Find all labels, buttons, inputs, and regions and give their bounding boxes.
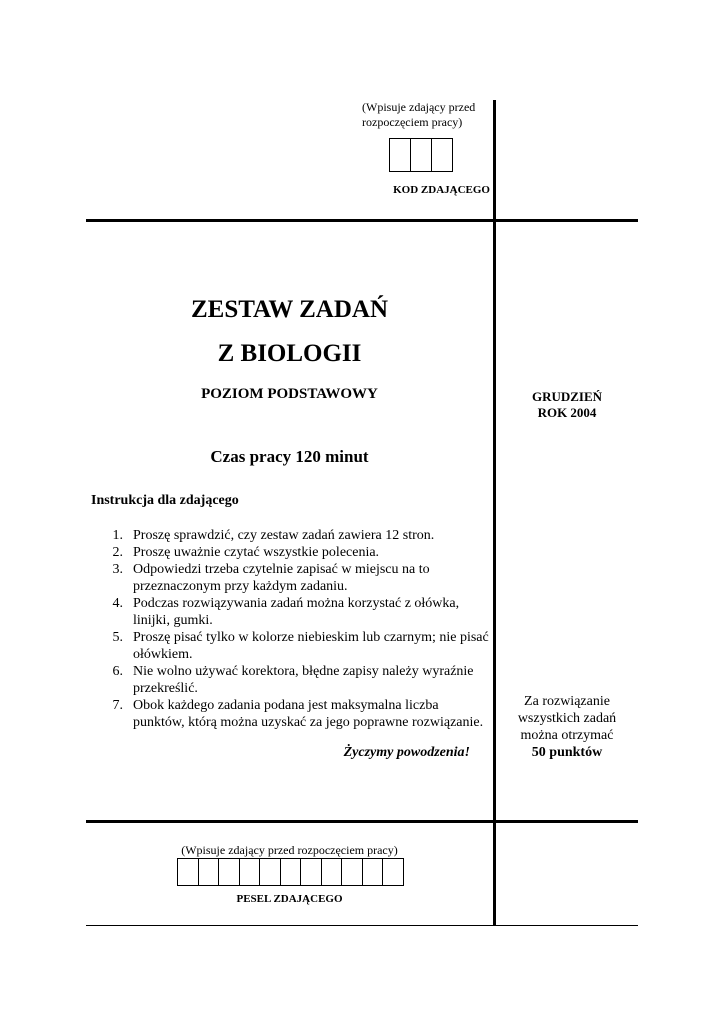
- item-number: 3.: [112, 562, 123, 577]
- list-item: [86, 663, 491, 697]
- item-text: Nie wolno używać korektora, błędne zapisy należy wyraźnie przekreślić.: [133, 664, 474, 696]
- item-number: 7.: [112, 698, 123, 713]
- date-line1: GRUDZIEŃ: [531, 389, 603, 404]
- instructions-list: [86, 527, 491, 731]
- points-info: [496, 693, 638, 761]
- points-total: 50 punktów: [531, 745, 603, 760]
- title-line2: Z BIOLOGII: [217, 340, 362, 367]
- points-line2: wszystkich zadań: [517, 711, 617, 726]
- points-line1: Za rozwiązanie: [524, 694, 610, 709]
- points-line3: można otrzymać: [520, 728, 614, 743]
- instructions-heading: Instrukcja dla zdającego: [91, 493, 239, 508]
- pesel-box[interactable]: [362, 859, 383, 885]
- pesel-label: PESEL ZDAJĄCEGO: [236, 893, 343, 905]
- end-divider: [86, 925, 638, 926]
- good-luck-wish: Życzymy powodzenia!: [343, 745, 470, 760]
- item-text: Obok każdego zadania podana jest maksymalna liczba punktów, którą można uzyskać za jego poprawne rozwiązanie.: [133, 698, 484, 730]
- list-item: [86, 544, 491, 561]
- item-text: Podczas rozwiązywania zadań można korzystać z ołówka, linijki, gumki.: [133, 596, 460, 628]
- time-limit: Czas pracy 120 minut: [210, 447, 369, 466]
- code-note-line1: (Wpisuje zdający przed: [362, 100, 476, 114]
- pesel-box[interactable]: [382, 859, 403, 885]
- code-box[interactable]: [390, 139, 410, 171]
- item-text: Proszę sprawdzić, czy zestaw zadań zawiera 12 stron.: [133, 528, 435, 543]
- code-label: KOD ZDAJĄCEGO: [393, 184, 490, 196]
- bottom-divider: [86, 820, 638, 823]
- pesel-box[interactable]: [239, 859, 260, 885]
- top-divider: [86, 219, 638, 222]
- pesel-box[interactable]: [321, 859, 342, 885]
- pesel-note: (Wpisuje zdający przed rozpoczęciem pracy): [181, 843, 398, 857]
- title-line1: ZESTAW ZADAŃ: [190, 296, 389, 323]
- item-text: Proszę pisać tylko w kolorze niebieskim lub czarnym; nie pisać ołówkiem.: [133, 630, 489, 662]
- date-line2: ROK 2004: [537, 405, 597, 420]
- item-number: 5.: [112, 630, 123, 645]
- item-number: 1.: [112, 528, 123, 543]
- code-note-line2: rozpoczęciem pracy): [362, 115, 463, 129]
- list-item: [86, 595, 491, 629]
- pesel-box[interactable]: [300, 859, 321, 885]
- pesel-box[interactable]: [178, 859, 198, 885]
- pesel-box[interactable]: [198, 859, 219, 885]
- pesel-box[interactable]: [280, 859, 301, 885]
- pesel-input-boxes[interactable]: [177, 858, 404, 886]
- list-item: [86, 697, 491, 731]
- item-number: 6.: [112, 664, 123, 679]
- pesel-box[interactable]: [218, 859, 239, 885]
- vertical-divider: [493, 100, 496, 926]
- list-item: [86, 527, 491, 544]
- list-item: [86, 561, 491, 595]
- item-number: 2.: [112, 545, 123, 560]
- item-number: 4.: [112, 596, 123, 611]
- code-box[interactable]: [410, 139, 431, 171]
- item-text: Odpowiedzi trzeba czytelnie zapisać w miejscu na to przeznaczonym przy każdym zadaniu.: [133, 562, 430, 594]
- code-box[interactable]: [431, 139, 452, 171]
- pesel-box[interactable]: [341, 859, 362, 885]
- code-note: [362, 100, 492, 130]
- exam-date: [496, 389, 638, 421]
- code-input-boxes[interactable]: [389, 138, 453, 172]
- item-text: Proszę uważnie czytać wszystkie polecenia.: [133, 545, 380, 560]
- list-item: [86, 629, 491, 663]
- level: POZIOM PODSTAWOWY: [201, 386, 378, 402]
- pesel-box[interactable]: [259, 859, 280, 885]
